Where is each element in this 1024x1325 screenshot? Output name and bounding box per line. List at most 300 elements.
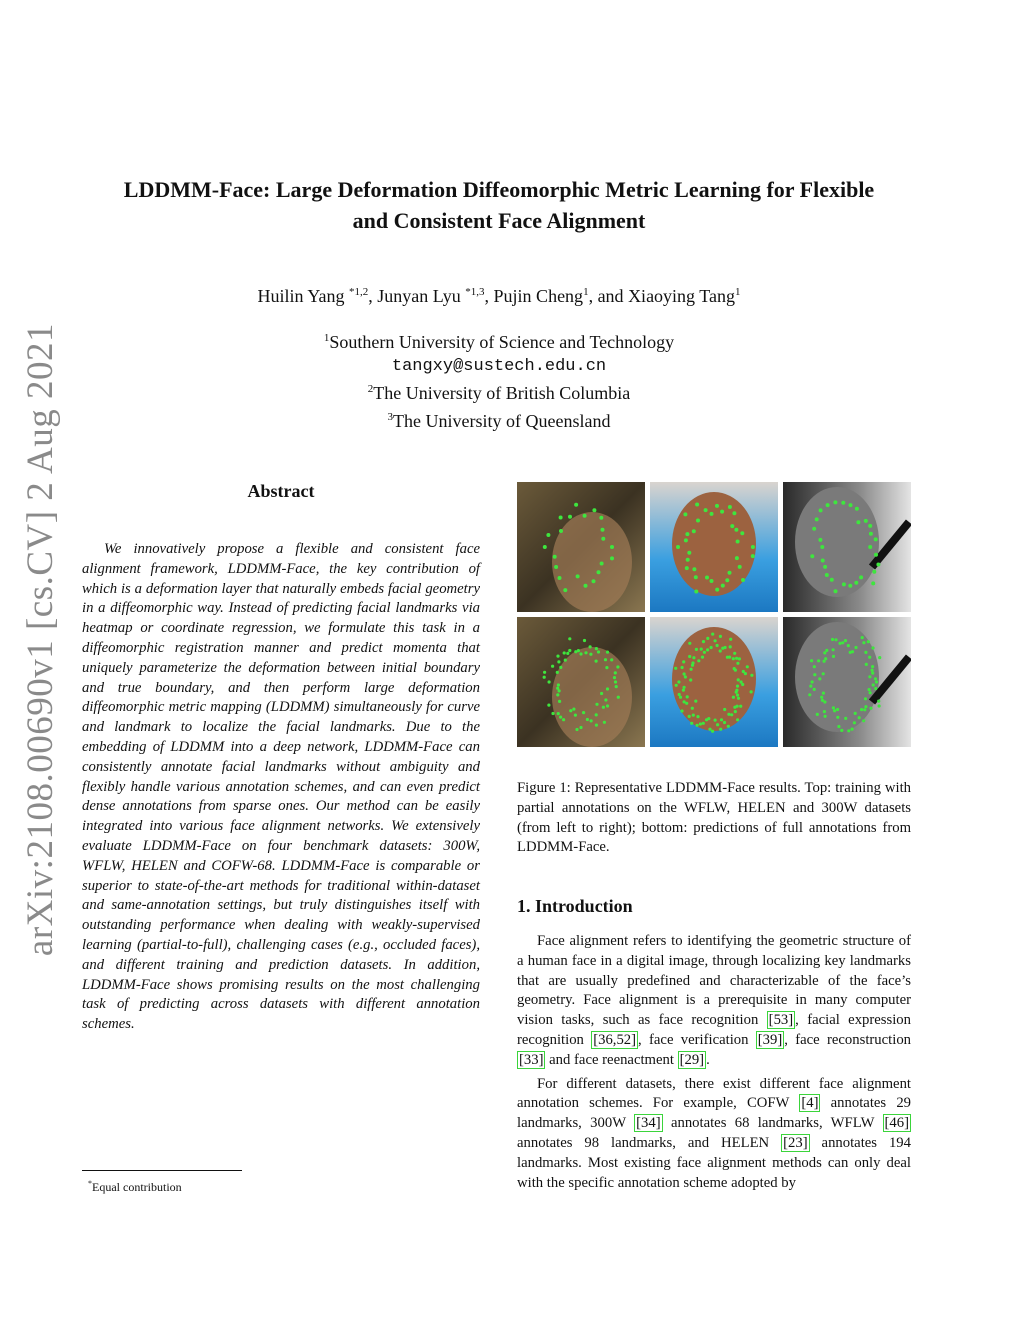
landmark-dot: [547, 704, 550, 707]
landmark-dot: [695, 648, 698, 651]
landmark-dot: [856, 520, 860, 524]
landmark-dot: [736, 540, 740, 544]
landmark-dot: [568, 515, 572, 519]
landmark-dot: [847, 729, 850, 732]
landmark-dot: [719, 635, 722, 638]
landmark-dot: [614, 680, 617, 683]
landmark-dot: [861, 636, 864, 639]
landmark-dot: [733, 706, 736, 709]
landmark-dot: [738, 565, 742, 569]
landmark-dot: [691, 707, 694, 710]
footnote-text: Equal contribution: [92, 1180, 182, 1194]
landmark-dot: [736, 662, 739, 665]
citation-link[interactable]: [33]: [519, 1051, 544, 1068]
landmark-dot: [586, 718, 589, 721]
photo-panel-top-left: [517, 482, 645, 612]
landmark-dot: [694, 700, 697, 703]
landmark-dot: [569, 709, 572, 712]
landmark-dot: [820, 545, 824, 549]
landmark-dot: [855, 507, 859, 511]
landmark-dot: [830, 578, 834, 582]
landmark-dot: [694, 575, 698, 579]
landmark-dot: [840, 729, 843, 732]
landmark-dot: [820, 696, 823, 699]
author-superscript: *1,3: [465, 286, 485, 298]
intro-paragraph-2: [517, 1075, 911, 1194]
intro-text: , face reconstruction: [784, 1031, 912, 1048]
author-superscript: 1: [734, 286, 741, 298]
landmark-dot: [600, 562, 604, 566]
introduction-body: [517, 932, 911, 1197]
landmark-dot: [716, 723, 719, 726]
landmark-dot: [872, 683, 875, 686]
landmark-dot: [711, 730, 714, 733]
landmark-dot: [739, 705, 742, 708]
landmark-dot: [711, 633, 714, 636]
landmark-dot: [869, 707, 872, 710]
landmark-dot: [558, 700, 561, 703]
landmark-dot: [719, 728, 722, 731]
landmark-dot: [871, 665, 874, 668]
landmark-dot: [559, 529, 563, 533]
landmark-dot: [836, 716, 839, 719]
photo-panel-bottom-right: [783, 617, 911, 747]
landmark-dot: [714, 719, 717, 722]
landmark-dot: [732, 511, 736, 515]
landmark-dot: [557, 660, 560, 663]
landmark-dot: [695, 503, 699, 507]
landmark-dot: [847, 644, 850, 647]
landmark-dot: [720, 510, 724, 514]
landmark-dot: [844, 639, 847, 642]
landmark-dot: [706, 648, 709, 651]
landmark-dot: [687, 551, 691, 555]
landmark-dot: [556, 693, 559, 696]
landmark-dot: [702, 640, 705, 643]
landmark-dot: [874, 687, 877, 690]
landmark-dot: [825, 573, 829, 577]
landmark-dot: [595, 724, 598, 727]
landmark-dot: [815, 517, 819, 521]
landmark-dot: [688, 642, 691, 645]
landmark-dot: [577, 649, 580, 652]
landmark-dot: [871, 669, 874, 672]
landmark-dot: [874, 677, 877, 680]
landmark-dot: [734, 669, 737, 672]
landmark-dot: [723, 721, 726, 724]
landmark-dot: [736, 718, 739, 721]
author-name: Junyan Lyu: [377, 286, 461, 306]
landmark-dot: [710, 646, 713, 649]
landmark-dot: [680, 709, 683, 712]
landmark-dot: [809, 685, 812, 688]
landmark-dot: [876, 563, 880, 567]
landmark-dot: [738, 657, 741, 660]
affiliation-superscript: 1: [323, 332, 330, 344]
landmark-dot: [714, 639, 717, 642]
landmark-dot: [728, 656, 731, 659]
landmark-dot: [872, 570, 876, 574]
landmark-dot: [678, 693, 681, 696]
landmark-dot: [589, 645, 592, 648]
landmark-dot: [736, 694, 739, 697]
landmark-dot: [606, 687, 609, 690]
landmark-dot: [702, 722, 705, 725]
landmark-dot: [551, 712, 554, 715]
landmark-dot: [864, 697, 867, 700]
landmark-dot: [864, 705, 867, 708]
landmark-dot: [727, 725, 730, 728]
intro-text: .: [706, 1051, 710, 1068]
landmark-dot: [690, 668, 693, 671]
landmark-dot: [868, 656, 871, 659]
landmark-dot: [562, 718, 565, 721]
landmark-dot: [589, 653, 592, 656]
landmark-dot: [824, 715, 827, 718]
landmark-dot: [832, 706, 835, 709]
landmark-dot: [750, 674, 753, 677]
landmark-dot: [683, 672, 686, 675]
landmark-dot: [825, 649, 828, 652]
landmark-dot: [719, 649, 722, 652]
landmark-dot: [558, 689, 561, 692]
landmark-dot: [728, 571, 732, 575]
landmark-dot: [558, 576, 562, 580]
citation-link[interactable]: [46]: [884, 1115, 909, 1132]
landmark-dot: [674, 667, 677, 670]
author-name: Pujin Cheng: [493, 286, 584, 306]
landmark-dot: [615, 685, 618, 688]
landmark-dot: [686, 558, 690, 562]
landmark-dot: [818, 677, 821, 680]
author-superscript: *1,2: [349, 286, 369, 298]
landmark-dot: [543, 676, 546, 679]
landmark-dot: [684, 538, 688, 542]
landmark-dot: [566, 652, 569, 655]
landmark-dot: [686, 695, 689, 698]
landmark-dot: [832, 648, 835, 651]
landmark-dot: [613, 676, 616, 679]
landmark-dot: [813, 665, 816, 668]
landmark-dot: [579, 726, 582, 729]
intro-text: annotates 98 landmarks, and HELEN: [517, 1134, 782, 1151]
landmark-dot: [741, 578, 745, 582]
landmark-dot: [874, 553, 878, 557]
landmark-dot: [699, 722, 702, 725]
intro-text: annotates 194 landmarks. Most existing face alignment methods can only deal with the specific annotation scheme adopted by: [517, 1134, 911, 1191]
landmark-dot: [728, 505, 732, 509]
citation-link[interactable]: [53]: [768, 1012, 794, 1029]
photo-panel-top-right: [783, 482, 911, 612]
landmark-dot: [723, 708, 726, 711]
landmark-dot: [868, 675, 871, 678]
landmark-dot: [841, 641, 844, 644]
landmark-dot: [736, 685, 739, 688]
author-list: Huilin Yang $^{*1,2}$, Junyan Lyu $^{*1,3}$, Pujin Cheng$^1$, and Xiaoying Tang$^1$: [257, 286, 741, 306]
landmark-dot: [548, 680, 551, 683]
landmark-dot: [842, 582, 846, 586]
abstract-text: We innovatively propose a flexible and consistent face alignment framework, LDDMM-Face, the key contribution of which is a deformation layer that naturally embeds facial geometry in a diffeomorphic way. Instead of predicting facial landmarks via heatmap or coordinate regression, we formulate this task in a diffeomorphic registration manner and predict momenta that uniquely parameterize the deformation between initial boundary and true boundary, and then perform large deformation diffeomorphic metric mapping (LDDMM) simultaneously for curve and landmark to localize the facial landmarks. Due to the embedding of LDDMM into a deep network, LDDMM-Face can consistently annotate facial landmarks without ambiguity and flexibly handle various annotation schemes, and can even predict dense annotations from sparse ones. Our method can be easily integrated into various face alignment networks. We extensively evaluate LDDMM-Face on four benchmark datasets: 300W, WFLW, HELEN and COFW-68. LDDMM-Face is comparable or superior to state-of-the-art methods for traditional within-dataset and same-annotation settings, but truly distinguishes itself with outstanding performance when dealing with weakly-supervised learning (partial-to-full), challenging cases (e.g., occluded faces), and different training and prediction datasets. In addition, LDDMM-Face shows promising results on the most challenging task of predicting across datasets with different annotation schemes.: [82, 541, 480, 1033]
landmark-dot: [734, 528, 738, 532]
landmark-dot: [614, 671, 617, 674]
landmark-dot: [708, 728, 711, 731]
landmark-dot: [553, 555, 557, 559]
citation-link[interactable]: [29]: [679, 1051, 705, 1068]
landmark-dot: [682, 689, 685, 692]
landmark-dot: [813, 688, 816, 691]
landmark-dot: [868, 545, 872, 549]
landmark-dot: [862, 719, 865, 722]
landmark-dot: [563, 651, 566, 654]
landmark-dot: [694, 590, 698, 594]
landmark-dot: [816, 713, 819, 716]
landmark-dot: [834, 589, 838, 593]
landmark-dot: [721, 584, 725, 588]
landmark-dot: [583, 639, 586, 642]
landmark-dot: [554, 565, 558, 569]
landmark-dot: [808, 693, 811, 696]
landmark-dot: [833, 709, 836, 712]
landmark-dot: [606, 651, 609, 654]
landmark-dot: [543, 671, 546, 674]
landmark-dot: [854, 581, 858, 585]
landmark-dot: [576, 574, 580, 578]
landmark-dot: [862, 641, 865, 644]
landmark-dot: [681, 666, 684, 669]
landmark-dot: [750, 690, 753, 693]
landmark-dot: [818, 538, 822, 542]
landmark-dot: [688, 655, 691, 658]
landmark-dot: [692, 714, 695, 717]
landmark-dot: [854, 712, 857, 715]
landmark-dot: [851, 650, 854, 653]
landmark-dot: [812, 527, 816, 531]
landmark-dot: [833, 500, 837, 504]
paper-title: [80, 174, 918, 236]
landmark-dot: [568, 649, 571, 652]
landmark-dot: [868, 688, 871, 691]
landmark-dot: [592, 579, 596, 583]
landmark-dot: [584, 651, 587, 654]
landmark-dot: [735, 691, 738, 694]
landmark-dot: [601, 537, 605, 541]
landmark-dot: [877, 700, 880, 703]
landmark-dot: [705, 576, 709, 580]
landmark-dot: [854, 646, 857, 649]
landmark-dot: [617, 696, 620, 699]
arxiv-stamp-text: arXiv:2108.00690v1 [cs.CV] 2 Aug 2021: [19, 323, 61, 957]
landmark-dot: [564, 659, 567, 662]
landmark-dot: [559, 516, 563, 520]
landmark-dot: [559, 666, 562, 669]
figure-image-grid: [517, 482, 911, 747]
landmark-dot: [597, 570, 601, 574]
landmark-dot: [730, 524, 734, 528]
landmark-dot: [610, 556, 614, 560]
landmark-dot: [836, 708, 839, 711]
landmark-dot: [844, 717, 847, 720]
landmark-dot: [603, 721, 606, 724]
landmark-dot: [600, 692, 603, 695]
landmark-dot: [705, 718, 708, 721]
landmark-dot: [869, 691, 872, 694]
arxiv-stamp: [10, 323, 70, 957]
landmark-dot: [848, 584, 852, 588]
intro-text: annotates 68 landmarks, WFLW: [662, 1115, 883, 1132]
landmark-dot: [727, 713, 730, 716]
landmark-dot: [737, 678, 740, 681]
landmark-dot: [683, 512, 687, 516]
landmark-dot: [858, 716, 861, 719]
landmark-dot: [878, 704, 881, 707]
landmark-dot: [838, 642, 841, 645]
landmark-dot: [834, 638, 837, 641]
landmark-dot: [684, 675, 687, 678]
footnote: [88, 1179, 182, 1195]
landmark-dot: [675, 684, 678, 687]
landmark-dot: [864, 519, 868, 523]
intro-text: and face reenactment: [545, 1051, 678, 1068]
landmark-dot: [551, 665, 554, 668]
landmark-dot: [685, 566, 689, 570]
landmark-dot: [610, 545, 614, 549]
landmark-dot: [849, 503, 853, 507]
affiliations: [80, 327, 918, 433]
introduction-heading: 1. Introduction: [517, 896, 633, 916]
landmark-dot: [692, 567, 696, 571]
landmark-dot: [853, 721, 856, 724]
landmark-dot: [751, 545, 755, 549]
landmark-dot: [729, 645, 732, 648]
landmark-dot: [831, 638, 834, 641]
landmark-dot: [697, 659, 700, 662]
landmark-dot: [568, 637, 571, 640]
landmark-dot: [811, 680, 814, 683]
intro-paragraph-1: [517, 932, 911, 1071]
landmark-dot: [599, 516, 603, 520]
author-name: Huilin Yang: [257, 286, 345, 306]
landmark-dot: [677, 680, 680, 683]
landmark-dot: [867, 640, 870, 643]
landmark-dot: [878, 656, 881, 659]
landmark-dot: [821, 699, 824, 702]
landmark-dot: [601, 528, 605, 532]
figure-caption: [517, 779, 911, 858]
landmark-dot: [710, 579, 714, 583]
landmark-dot: [720, 718, 723, 721]
landmark-dot: [696, 724, 699, 727]
citation-link[interactable]: [4]: [801, 1095, 819, 1112]
landmark-dot: [700, 648, 703, 651]
landmark-dot: [556, 655, 559, 658]
landmark-dot: [583, 514, 587, 518]
landmark-dot: [841, 501, 845, 505]
landmark-dot: [724, 646, 727, 649]
landmark-dot: [584, 584, 588, 588]
intro-text: , facial expression recognition: [517, 1012, 911, 1048]
landmark-dot: [575, 728, 578, 731]
landmark-dot: [729, 638, 732, 641]
landmark-dot: [597, 650, 600, 653]
author-superscript: 1: [583, 286, 589, 298]
figure-caption-text: Figure 1: Representative LDDMM-Face results. Top: training with partial annotations on the WFLW, HELEN and 300W datasets (from left to right); bottom: predictions of full annotations from LDDMM-Face.: [517, 780, 911, 856]
landmark-dot: [556, 687, 559, 690]
affiliation-3: The University of Queensland: [393, 410, 611, 431]
landmark-dot: [683, 686, 686, 689]
email-address[interactable]: tangxy@sustech.edu.cn: [391, 356, 607, 376]
landmark-dot: [706, 637, 709, 640]
landmark-dot: [595, 703, 598, 706]
title-line-1: LDDMM-Face: Large Deformation Diffeomorphic Metric Learning for Flexible: [123, 177, 875, 202]
landmark-dot: [751, 554, 755, 558]
landmark-dot: [826, 503, 830, 507]
landmark-dot: [746, 665, 749, 668]
citation-link[interactable]: [36,52]: [593, 1031, 637, 1048]
landmark-dot: [574, 714, 577, 717]
landmark-dot: [860, 708, 863, 711]
landmark-dot: [837, 725, 840, 728]
landmark-dot: [869, 532, 873, 536]
footnote-mark: *: [88, 1179, 92, 1188]
landmark-dot: [604, 698, 607, 701]
landmark-dot: [602, 706, 605, 709]
landmark-dot: [823, 710, 826, 713]
landmark-dot: [605, 666, 608, 669]
landmark-dot: [691, 661, 694, 664]
landmark-dot: [682, 660, 685, 663]
landmark-dot: [606, 704, 609, 707]
landmark-dot: [557, 683, 560, 686]
landmark-dot: [824, 657, 827, 660]
landmark-dot: [822, 672, 825, 675]
citation-link[interactable]: [34]: [636, 1115, 661, 1132]
landmark-dot: [740, 531, 744, 535]
landmark-dot: [716, 644, 719, 647]
landmark-dot: [690, 722, 693, 725]
landmark-dot: [556, 671, 559, 674]
landmark-dot: [732, 696, 735, 699]
citation-link[interactable]: [23]: [783, 1134, 808, 1151]
intro-text: annotates 29 landmarks, 300W: [517, 1095, 912, 1132]
landmark-dot: [871, 646, 874, 649]
photo-panel-top-middle: [650, 482, 778, 612]
landmark-dot: [582, 711, 585, 714]
landmark-dot: [832, 655, 835, 658]
landmark-dot: [683, 700, 686, 703]
landmark-dot: [685, 532, 689, 536]
landmark-dot: [813, 673, 816, 676]
footnote-rule: [82, 1170, 242, 1171]
landmark-dot: [744, 672, 747, 675]
landmark-dot: [595, 660, 598, 663]
abstract-heading: Abstract: [247, 481, 315, 501]
landmark-dot: [741, 683, 744, 686]
landmark-dot: [868, 524, 872, 528]
landmark-dot: [734, 710, 737, 713]
landmark-dot: [572, 708, 575, 711]
landmark-dot: [817, 659, 820, 662]
landmark-dot: [865, 663, 868, 666]
landmark-dot: [692, 656, 695, 659]
landmark-dot: [546, 533, 550, 537]
landmark-dot: [703, 651, 706, 654]
landmark-dot: [810, 659, 813, 662]
landmark-dot: [733, 652, 736, 655]
landmark-dot: [696, 519, 700, 523]
landmark-dot: [563, 588, 567, 592]
citation-link[interactable]: [39]: [757, 1031, 783, 1048]
landmark-dot: [871, 581, 875, 585]
